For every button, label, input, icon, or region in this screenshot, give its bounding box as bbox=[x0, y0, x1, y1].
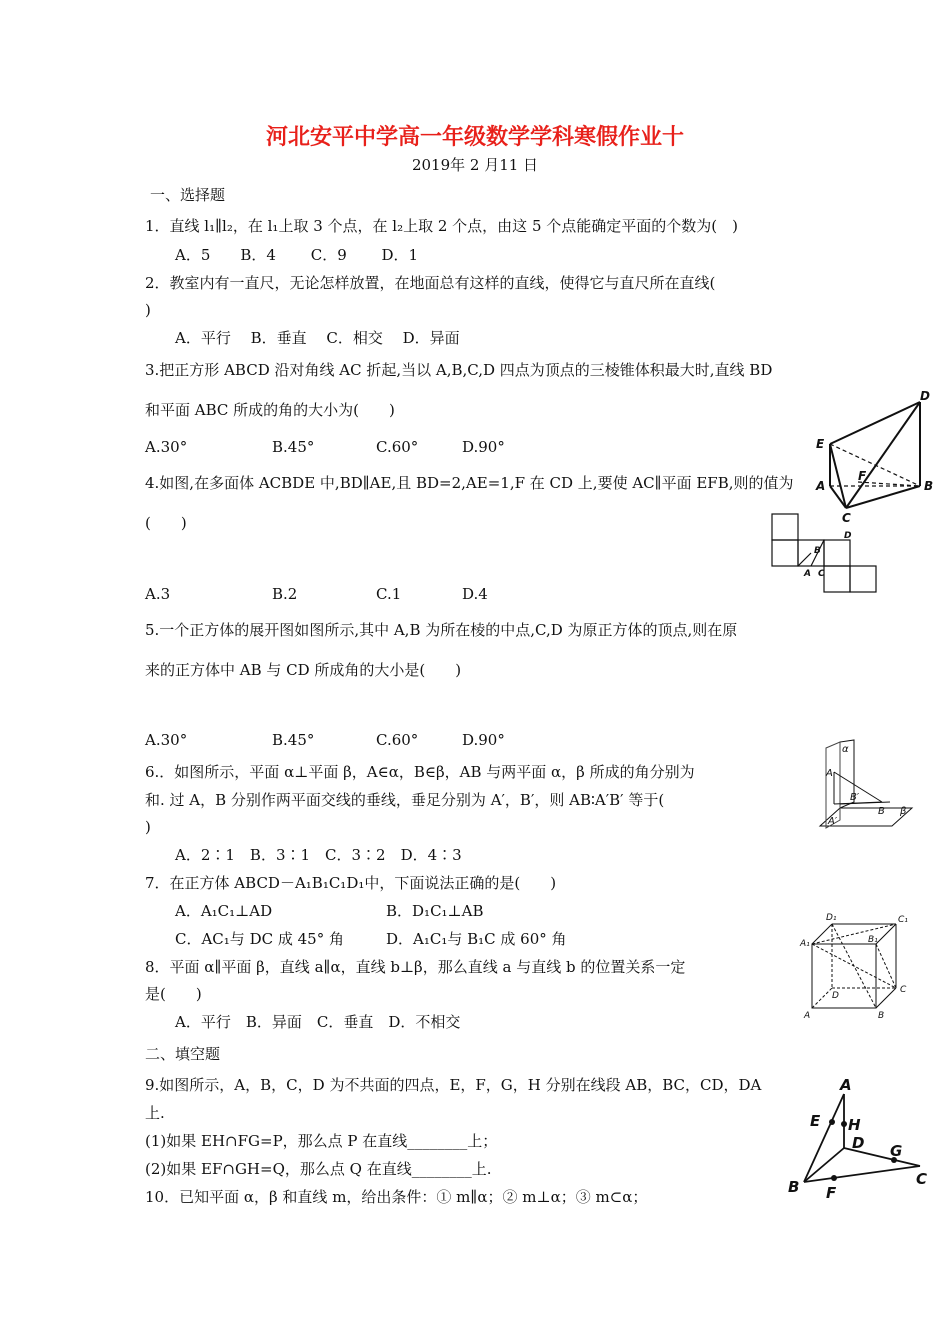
plane-label-b-prime: B′ bbox=[850, 792, 860, 803]
date-line: 2019年 2 月11 日 bbox=[411, 156, 539, 174]
q4-stem-2: ( ) bbox=[145, 514, 187, 532]
q5-stem-2: 来的正方体中 AB 与 CD 所成角的大小是( ) bbox=[145, 661, 462, 679]
plane-label-b: B bbox=[878, 806, 885, 817]
q9-stem: 9.如图所示，A，B，C，D 为不共面的四点，E，F，G，H 分别在线段 AB，BC，CD，DA bbox=[145, 1076, 762, 1094]
q4-option-b: B.2 bbox=[272, 585, 298, 603]
q8-stem-2: 是( ) bbox=[145, 985, 202, 1003]
q10-stem: 10．已知平面 α，β 和直线 m，给出条件：① m∥α；② m⊥α；③ m⊂α； bbox=[145, 1188, 648, 1206]
cube-label-b: B bbox=[878, 1011, 885, 1021]
cube-net-figure bbox=[768, 506, 878, 594]
q3-option-c: C.60° bbox=[376, 438, 419, 456]
tetra-label-f: F bbox=[826, 1184, 837, 1202]
q4-stem: 4.如图,在多面体 ACBDE 中,BD∥AE,且 BD=2,AE=1,F 在 CD 上,要使 AC∥平面 EFB,则的值为 bbox=[145, 474, 794, 492]
plane-label-alpha: α bbox=[842, 744, 849, 755]
q4-option-c: C.1 bbox=[376, 585, 402, 603]
q9-sub2: (2)如果 EF∩GH=Q，那么点 Q 在直线________上. bbox=[145, 1160, 492, 1178]
q3-option-b: B.45° bbox=[272, 438, 315, 456]
q8-stem: 8．平面 α∥平面 β，直线 a∥α，直线 b⊥β，那么直线 a 与直线 b 的位置关系一定 bbox=[145, 958, 686, 976]
perpendicular-planes-figure bbox=[816, 738, 916, 833]
plane-label-beta: β bbox=[900, 806, 907, 817]
label-a: A bbox=[816, 479, 826, 493]
plane-label-a-prime: A′ bbox=[828, 816, 838, 827]
label-d: D bbox=[920, 389, 930, 403]
q2-options: A．平行 B．垂直 C．相交 D．异面 bbox=[175, 329, 460, 347]
label-f: F bbox=[858, 469, 867, 483]
q3-stem: 3.把正方形 ABCD 沿对角线 AC 折起,当以 A,B,C,D 四点为顶点的三棱锥体积最大时,直线 BD bbox=[145, 361, 773, 379]
q7-option-b: B．D₁C₁⊥AB bbox=[386, 902, 484, 920]
q4-option-a: A.3 bbox=[145, 585, 171, 603]
q7-option-a: A．A₁C₁⊥AD bbox=[175, 902, 273, 920]
q5-stem: 5.一个正方体的展开图如图所示,其中 A,B 为所在棱的中点,C,D 为原正方体的顶点,则在原 bbox=[145, 621, 738, 639]
q1-options: A．5 B．4 C．9 D．1 bbox=[175, 246, 419, 264]
q9-stem-2: 上. bbox=[145, 1104, 165, 1122]
q3-stem-2: 和平面 ABC 所成的角的大小为( ) bbox=[145, 401, 395, 419]
q3-option-a: A.30° bbox=[145, 438, 188, 456]
cube-label-d1: D₁ bbox=[826, 913, 837, 923]
tetra-label-d: D bbox=[852, 1134, 865, 1152]
section-fill-heading: 二、填空题 bbox=[145, 1045, 221, 1063]
q5-option-c: C.60° bbox=[376, 731, 419, 749]
net-label-d: D bbox=[844, 531, 852, 541]
polyhedron-figure bbox=[812, 388, 937, 525]
cube-label-c1: C₁ bbox=[898, 915, 908, 925]
q2-stem: 2．教室内有一直尺，无论怎样放置，在地面总有这样的直线，使得它与直尺所在直线( bbox=[145, 274, 716, 292]
q4-option-d: D.4 bbox=[462, 585, 488, 603]
tetra-label-h: H bbox=[848, 1116, 861, 1134]
q2-stem-end: ) bbox=[145, 301, 151, 319]
q9-sub1: (1)如果 EH∩FG=P，那么点 P 在直线________上； bbox=[145, 1132, 498, 1150]
tetrahedron-figure bbox=[786, 1074, 936, 1206]
tetra-label-c: C bbox=[916, 1170, 928, 1188]
q5-option-a: A.30° bbox=[145, 731, 188, 749]
q5-option-b: B.45° bbox=[272, 731, 315, 749]
label-e: E bbox=[816, 437, 825, 451]
q5-option-d: D.90° bbox=[462, 731, 505, 749]
cube-label-b1: B₁ bbox=[868, 935, 878, 945]
q6-options: A．2∶1 B．3∶1 C．3∶2 D．4∶3 bbox=[175, 846, 462, 864]
q6-stem-2: 和. 过 A，B 分别作两平面交线的垂线，垂足分别为 A′，B′，则 AB∶A′B′ 等于( bbox=[145, 791, 665, 809]
net-label-c: C bbox=[818, 569, 825, 579]
q3-option-d: D.90° bbox=[462, 438, 505, 456]
cube-label-c: C bbox=[900, 985, 907, 995]
plane-label-a: A bbox=[826, 768, 833, 779]
cube-label-a: A bbox=[804, 1011, 811, 1021]
q7-stem: 7．在正方体 ABCD－A₁B₁C₁D₁中，下面说法正确的是( ) bbox=[145, 874, 557, 892]
cube-label-a1: A₁ bbox=[800, 939, 810, 949]
tetra-label-a: A bbox=[840, 1076, 852, 1094]
net-label-a: A bbox=[804, 569, 811, 579]
q1-stem: 1．直线 l₁∥l₂，在 l₁上取 3 个点，在 l₂上取 2 个点，由这 5 个点能确定平面的个数为( ) bbox=[145, 217, 738, 235]
q6-stem: 6.．如图所示，平面 α⊥平面 β，A∈α，B∈β，AB 与两平面 α，β 所成的角分别为 bbox=[145, 763, 695, 781]
q7-option-c: C．AC₁与 DC 成 45° 角 bbox=[175, 930, 344, 948]
net-label-b: B bbox=[814, 546, 821, 556]
q7-option-d: D．A₁C₁与 B₁C 成 60° 角 bbox=[386, 930, 567, 948]
q6-stem-end: ) bbox=[145, 818, 151, 836]
label-b: B bbox=[924, 479, 934, 493]
tetra-label-e: E bbox=[810, 1112, 821, 1130]
tetra-label-g: G bbox=[890, 1142, 903, 1160]
cube-label-d: D bbox=[832, 991, 839, 1001]
label-c: C bbox=[842, 511, 851, 525]
section-choice-heading: 一、选择题 bbox=[150, 186, 226, 204]
cube-figure bbox=[798, 910, 913, 1022]
tetra-label-b: B bbox=[788, 1178, 800, 1196]
q8-options: A．平行 B．异面 C．垂直 D．不相交 bbox=[175, 1013, 461, 1031]
page-title: 河北安平中学高一年级数学学科寒假作业十 bbox=[265, 125, 684, 150]
